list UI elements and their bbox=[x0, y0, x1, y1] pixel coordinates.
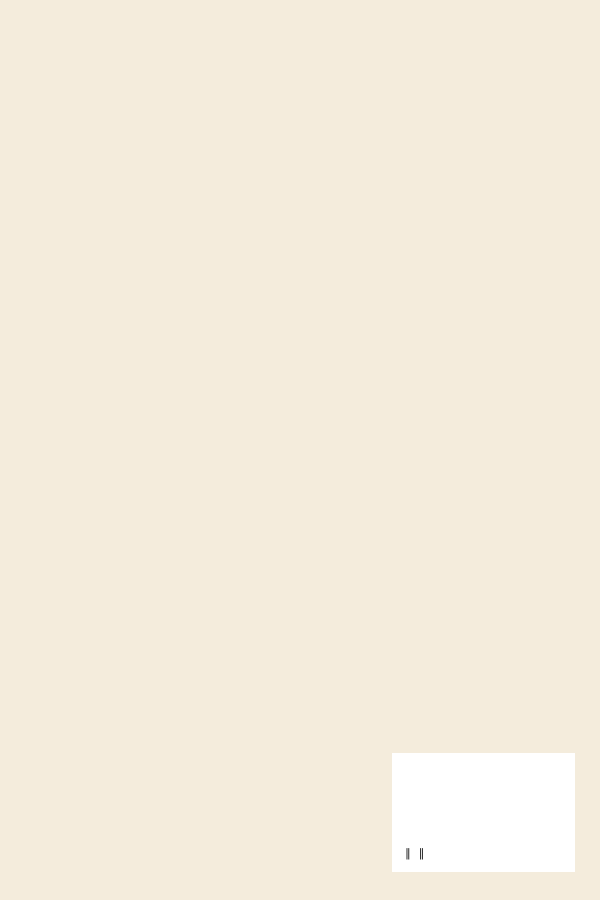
barcode-panel bbox=[392, 753, 575, 872]
ean13-human-readable-digits: ∥ ∥ bbox=[402, 848, 430, 860]
ean5-addon-barcode-icon bbox=[525, 786, 569, 845]
ean13-barcode-icon bbox=[403, 771, 516, 847]
price-addon-label bbox=[526, 770, 534, 785]
